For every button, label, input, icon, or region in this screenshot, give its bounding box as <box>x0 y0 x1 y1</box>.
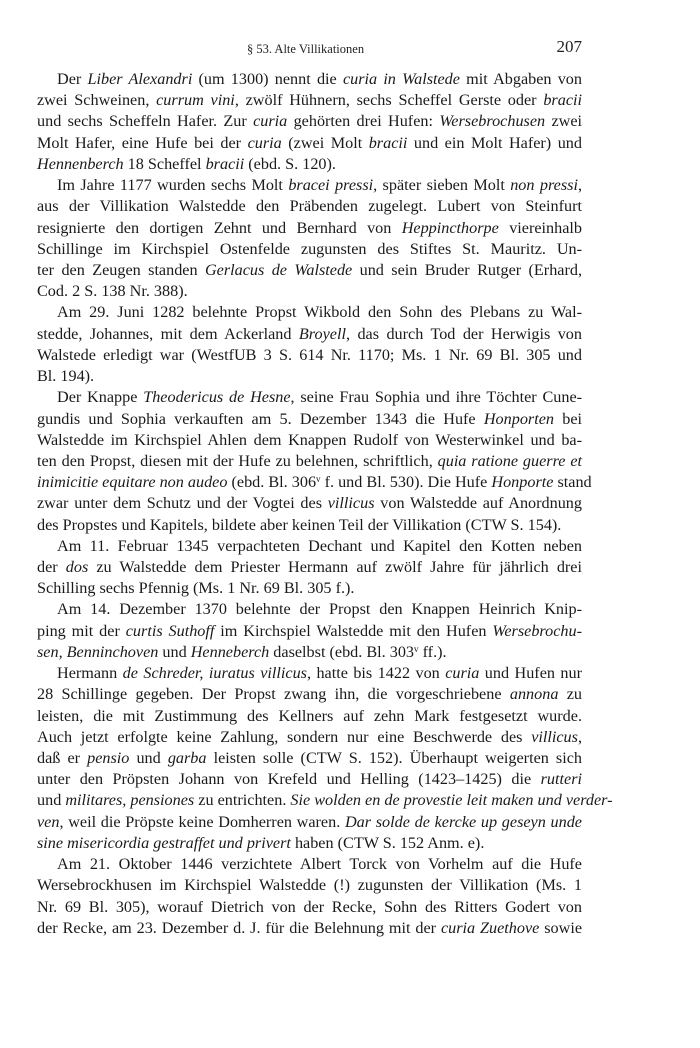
italic-text: curia <box>247 133 282 152</box>
italic-text: sen, Benninchoven <box>37 642 159 661</box>
roman-text: im Kirchspiel Walstedde mit den Hufen <box>214 621 493 640</box>
italic-text: Liber Alexandri <box>87 70 193 88</box>
roman-text: , das durch Tod der Herwigis von <box>345 324 582 343</box>
roman-text: viereinhalb <box>498 218 583 237</box>
text-line <box>37 515 582 536</box>
roman-text: , später sieben Molt <box>373 176 511 195</box>
text-line <box>37 621 582 642</box>
italic-text: currum vini <box>156 91 235 110</box>
italic-text: Theodericus de Hesne <box>143 388 291 407</box>
roman-text: ten den Propst, diesen mit der Hufe zu belehnen, schriftlich, <box>37 451 438 470</box>
roman-text: gundis und Sophia verkauften am 5. Dezember 1343 die Hufe <box>37 409 484 428</box>
text-line <box>37 472 592 493</box>
italic-text: Wersebrochu- <box>492 621 582 640</box>
italic-text: bracii <box>205 154 245 173</box>
italic-text: Broyell <box>298 324 346 343</box>
italic-text: Henneberch <box>190 642 270 661</box>
roman-text: Molt Hafer, eine Hufe bei der <box>37 133 248 152</box>
page-number: 207 <box>556 37 582 56</box>
roman-text: leisten, die mit Zustimmung des Kellners auf zehn Mark festgesetzt wurde. <box>37 706 582 725</box>
italic-text: villicus <box>531 727 578 746</box>
italic-text: curia in Walstede <box>342 70 460 88</box>
italic-text: Heppincthorpe <box>401 218 499 237</box>
roman-text: sowie <box>539 918 583 937</box>
roman-text: f. und Bl. 530). Die Hufe <box>320 473 492 492</box>
roman-text: ping mit der <box>37 621 126 640</box>
roman-text: Bl. 194). <box>37 367 95 386</box>
roman-text: , <box>577 727 582 746</box>
italic-text: Dar solde de kercke up geseyn unde <box>344 812 582 831</box>
roman-text: , zwölf Hühnern, sechs Scheffel Gerste oder <box>234 91 544 110</box>
roman-text: und <box>158 642 191 661</box>
italic-text: curia <box>253 112 288 131</box>
text-line <box>37 111 582 132</box>
italic-text: sine misericordia gestraffet und privert <box>37 833 291 852</box>
italic-text: bracii <box>543 91 582 110</box>
text-line <box>37 578 582 599</box>
roman-text: Am 21. Oktober 1446 verzichtete Albert Torck von Vorhelm auf die Hufe <box>57 855 582 874</box>
roman-text: stand <box>553 473 592 492</box>
roman-text: (ebd. S. 120). <box>244 154 336 173</box>
running-head <box>37 38 582 60</box>
text-line <box>37 557 582 578</box>
text-line <box>37 451 582 472</box>
roman-text: unter den Pröpsten Johann von Krefeld und Helling (1423–1425) die <box>37 770 541 789</box>
text-line <box>37 812 582 833</box>
roman-text: zu Walstedde dem Priester Hermann auf zwölf Jahre für jährlich drei <box>88 558 582 577</box>
italic-text: rutteri <box>540 770 582 789</box>
roman-text: zwei Schweinen, <box>37 91 157 110</box>
roman-text: Am 14. Dezember 1370 belehnte der Propst den Knappen Heinrich Knip- <box>57 600 582 619</box>
text-line <box>37 409 582 430</box>
roman-text: der <box>37 558 66 577</box>
roman-text: , hatte bis 1422 von <box>306 664 446 683</box>
italic-text: Gerlacus de Walstede <box>204 260 353 279</box>
text-line <box>37 790 613 811</box>
roman-text: und ein Molt Hafer) und <box>407 133 582 152</box>
italic-text: ven <box>37 812 60 831</box>
roman-text: Der <box>57 70 88 88</box>
italic-text: Honporten <box>483 409 554 428</box>
italic-text: villicus <box>327 494 375 513</box>
roman-text: und sechs Scheffeln Hafer. Zur <box>37 112 254 131</box>
text-line <box>37 345 582 366</box>
roman-text: Nr. 69 Bl. 305), worauf Dietrich von der Recke, Sohn des Ritters Godert von <box>37 897 582 916</box>
paragraph-first-line <box>37 663 582 684</box>
text-line <box>37 875 582 896</box>
italic-text: curtis Suthoff <box>125 621 215 640</box>
paragraph-first-line <box>37 599 582 620</box>
paragraph-first-line <box>37 175 582 196</box>
roman-text: 28 Schillinge gegeben. Der Propst zwang ihn, die vorgeschriebene <box>37 685 510 704</box>
text-line <box>37 196 582 217</box>
italic-text: non pressi <box>510 176 578 195</box>
italic-text: militares, pensiones <box>65 791 195 810</box>
text-line <box>37 133 582 154</box>
roman-text: ter den Zeugen standen <box>37 260 205 279</box>
italic-text: Sie wolden en de provestie leit maken und verder- <box>290 791 613 810</box>
italic-text: Wersebrochusen <box>439 112 546 131</box>
italic-text: curia <box>445 664 480 683</box>
roman-text: Schilling sechs Pfennig (Ms. 1 Nr. 69 Bl. 305 f.). <box>37 579 355 598</box>
roman-text: und Hufen nur <box>479 664 582 683</box>
roman-text: Wersebrockhusen im Kirchspiel Walstedde (!) zugunsten der Villikation (Ms. 1 <box>37 876 582 895</box>
roman-text: haben (CTW S. 152 Anm. e). <box>290 833 485 852</box>
roman-text: gehörten drei Hufen: <box>287 112 440 131</box>
paragraph-first-line <box>37 302 582 323</box>
body-text <box>37 69 613 939</box>
text-line <box>37 493 582 514</box>
roman-text: (ebd. Bl. 306 <box>227 473 317 492</box>
text-line <box>37 154 582 175</box>
text-line <box>37 366 582 387</box>
text-line <box>37 727 582 748</box>
italic-text: de Schreder, iuratus villicus <box>122 664 307 683</box>
roman-text: Cod. 2 S. 138 Nr. 388). <box>37 282 188 301</box>
roman-text: Walstede erledigt war (WestfUB 3 S. 614 Nr. 1170; Ms. 1 Nr. 69 Bl. 305 und <box>37 345 582 364</box>
italic-text: Honporte <box>491 473 554 492</box>
roman-text: und sein Bruder Rutger (Erhard, <box>352 260 583 279</box>
italic-text: bracii <box>368 133 408 152</box>
text-line <box>37 748 582 769</box>
text-line <box>37 918 582 939</box>
text-line <box>37 430 582 451</box>
italic-text: Hennenberch <box>37 154 124 173</box>
italic-text: curia Zuethove <box>440 918 540 937</box>
italic-text: garba <box>167 749 207 767</box>
italic-text: inimicitie equitare non audeo <box>37 473 228 492</box>
roman-text: zwar unter dem Schutz und der Vogtei des <box>37 494 328 513</box>
roman-text: ff.). <box>418 642 447 661</box>
italic-text: annona <box>509 685 559 704</box>
roman-text: leisten solle (CTW S. 152). Überhaupt weigerten sich <box>206 749 582 767</box>
roman-text: , <box>577 176 582 195</box>
roman-text: mit Abgaben von <box>459 70 582 88</box>
roman-text: resignierte den dortigen Zehnt und Bernhard von <box>37 218 402 237</box>
roman-text: der Recke, am 23. Dezember d. J. für die Belehnung mit der <box>37 918 441 937</box>
folio-verso-superscript: v <box>316 474 321 485</box>
roman-text: daselbst (ebd. Bl. 303 <box>269 642 415 661</box>
section-title: § 53. Alte Villikationen <box>247 42 365 56</box>
paragraph-first-line <box>37 854 582 875</box>
roman-text: (um 1300) nennt die <box>192 70 343 88</box>
roman-text: und <box>129 749 168 767</box>
roman-text: Walstedde im Kirchspiel Ahlen dem Knappen Rudolf von Westerwinkel und ba- <box>37 430 582 449</box>
roman-text: stedde, Johannes, mit dem Ackerland <box>37 324 299 343</box>
roman-text: von Walstedde auf Anordnung <box>374 494 582 513</box>
roman-text: (zwei Molt <box>281 133 369 152</box>
text-line <box>37 90 582 111</box>
paragraph-first-line <box>37 387 582 408</box>
text-line <box>37 281 582 302</box>
italic-text: pensio <box>87 749 130 767</box>
text-line <box>37 324 582 345</box>
roman-text: des Propstes und Kapitels, bildete aber keinen Teil der Villikation (CTW S. 154). <box>37 515 562 534</box>
roman-text: Auch jetzt erfolgte keine Zahlung, sondern nur eine Beschwerde des <box>37 727 532 746</box>
roman-text: zwei <box>545 112 583 131</box>
text-line <box>37 769 582 790</box>
text-line <box>37 642 582 663</box>
roman-text: , seine Frau Sophia und ihre Töchter Cune- <box>290 388 583 407</box>
roman-text: und <box>37 791 66 810</box>
text-line <box>37 218 582 239</box>
italic-text: bracei pressi <box>288 176 374 195</box>
italic-text: dos <box>65 558 89 577</box>
roman-text: daß er <box>37 749 88 767</box>
roman-text: zu <box>558 685 583 704</box>
roman-text: bei <box>554 409 583 428</box>
paragraph-first-line <box>37 536 582 557</box>
roman-text: Der Knappe <box>57 388 144 407</box>
folio-verso-superscript: v <box>414 643 419 654</box>
roman-text: zu entrichten. <box>194 791 291 810</box>
roman-text: Hermann <box>57 664 123 683</box>
roman-text: Am 11. Februar 1345 verpachteten Dechant und Kapitel den Kotten neben <box>57 536 582 555</box>
text-line <box>37 706 582 727</box>
roman-text: , weil die Pröpste keine Domherren waren. <box>59 812 345 831</box>
roman-text: aus der Villikation Walstedde den Präbenden zugelegt. Lubert von Steinfurt <box>37 197 582 216</box>
text-line <box>37 897 582 918</box>
paragraph-first-line <box>37 69 582 90</box>
italic-text: quia ratione guerre et <box>437 451 582 470</box>
roman-text: Am 29. Juni 1282 belehnte Propst Wikbold den Sohn des Plebans zu Wal- <box>57 303 582 322</box>
text-line <box>37 260 582 281</box>
roman-text: Im Jahre 1177 wurden sechs Molt <box>57 176 289 195</box>
text-line <box>37 239 582 260</box>
roman-text: Schillinge im Kirchspiel Ostenfelde zugunsten des Stiftes St. Mauritz. Un- <box>37 239 582 258</box>
text-line <box>37 684 582 705</box>
text-line <box>37 833 582 854</box>
roman-text: 18 Scheffel <box>123 154 206 173</box>
